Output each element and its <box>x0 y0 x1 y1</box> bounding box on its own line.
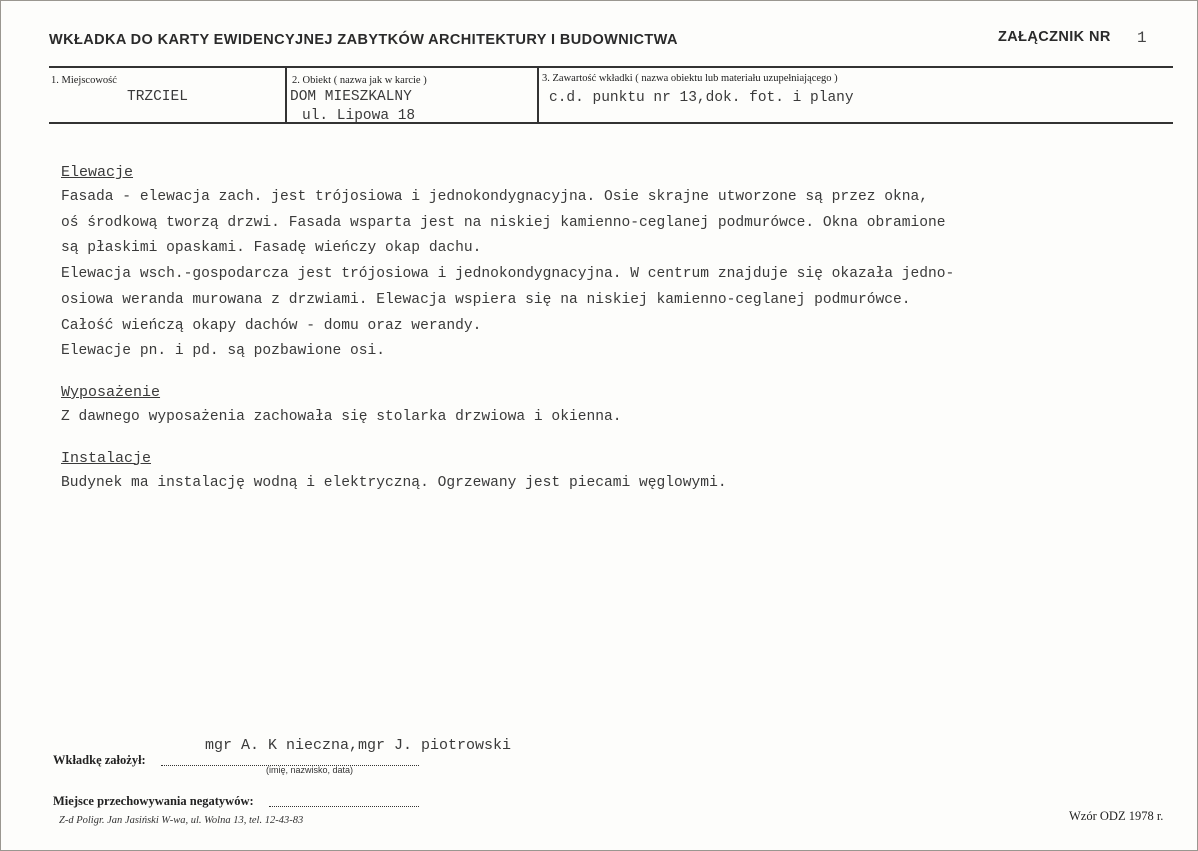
negatives-dotted-line <box>269 806 419 807</box>
text-line: osiowa weranda murowana z drzwiami. Elewacja wspiera się na niskiej kamienno-ceglanej podmurówce. <box>61 291 911 308</box>
founder-hint: (imię, nazwisko, data) <box>266 765 354 775</box>
field-1-label: 1. Miejscowość <box>51 75 117 86</box>
text-line: Budynek ma instalację wodną i elektryczną. Ogrzewany jest piecami węglowymi. <box>61 474 727 491</box>
field-2-value-line2: ul. Lipowa 18 <box>302 108 416 124</box>
grid-divider-1 <box>285 66 287 124</box>
text-line: Elewacje pn. i pd. są pozbawione osi. <box>61 343 386 360</box>
text-line: Elewacja wsch.-gospodarcza jest trójosiowa i jednokondygnacyjna. W centrum znajduje się okazała jedno- <box>61 266 955 283</box>
annex-number: 1 <box>1137 29 1147 47</box>
text-line: Z dawnego wyposażenia zachowała się stolarka drzwiowa i okienna. <box>61 408 622 425</box>
text-line: oś środkową tworzą drzwi. Fasada wsparta jest na niskiej kamienno-ceglanej podmurówce. Okna obramione <box>61 214 946 231</box>
negatives-label: Miejsce przechowywania negatywów: <box>53 794 254 808</box>
section-heading: Instalacje <box>61 449 152 467</box>
field-2-value-line1: DOM MIESZKALNY <box>290 89 412 105</box>
founder-value: mgr A. K nieczna,mgr J. piotrowski <box>205 737 512 754</box>
text-line: Całość wieńczą okapy dachów - domu oraz werandy. <box>61 317 482 334</box>
field-2-label: 2. Obiekt ( nazwa jak w karcie ) <box>292 75 427 86</box>
text-line: Fasada - elewacja zach. jest trójosiowa i jednokondygnacyjna. Osie skrajne utworzone są przez okna, <box>61 189 929 205</box>
section-heading: Elewacje <box>61 164 134 181</box>
section-equipment <box>61 381 1171 431</box>
grid-top-line <box>49 66 1173 68</box>
annex-label: ZAŁĄCZNIK NR <box>998 29 1111 45</box>
grid-divider-2 <box>537 66 539 124</box>
field-3-label: 3. Zawartość wkładki ( nazwa obiektu lub materiału uzupełniającego ) <box>542 73 838 84</box>
form-title: WKŁADKA DO KARTY EWIDENCYJNEJ ZABYTKÓW ARCHITEKTURY I BUDOWNICTWA <box>49 32 678 48</box>
section-installations <box>61 447 1171 497</box>
document-body <box>61 161 1171 512</box>
founder-label: Wkładkę założył: <box>53 753 146 767</box>
form-model: Wzór ODZ 1978 r. <box>1069 809 1164 823</box>
field-1-value: TRZCIEL <box>127 89 188 105</box>
text-line: są płaskimi opaskami. Fasadę wieńczy okap dachu. <box>61 240 482 257</box>
printer-note: Z-d Poligr. Jan Jasiński W-wa, ul. Wolna 13, tel. 12-43-83 <box>59 815 304 826</box>
field-3-value: c.d. punktu nr 13,dok. fot. i plany <box>549 90 854 106</box>
section-heading: Wyposażenie <box>61 383 161 401</box>
section-elevations <box>61 161 1171 365</box>
grid-bottom-line <box>49 122 1173 124</box>
